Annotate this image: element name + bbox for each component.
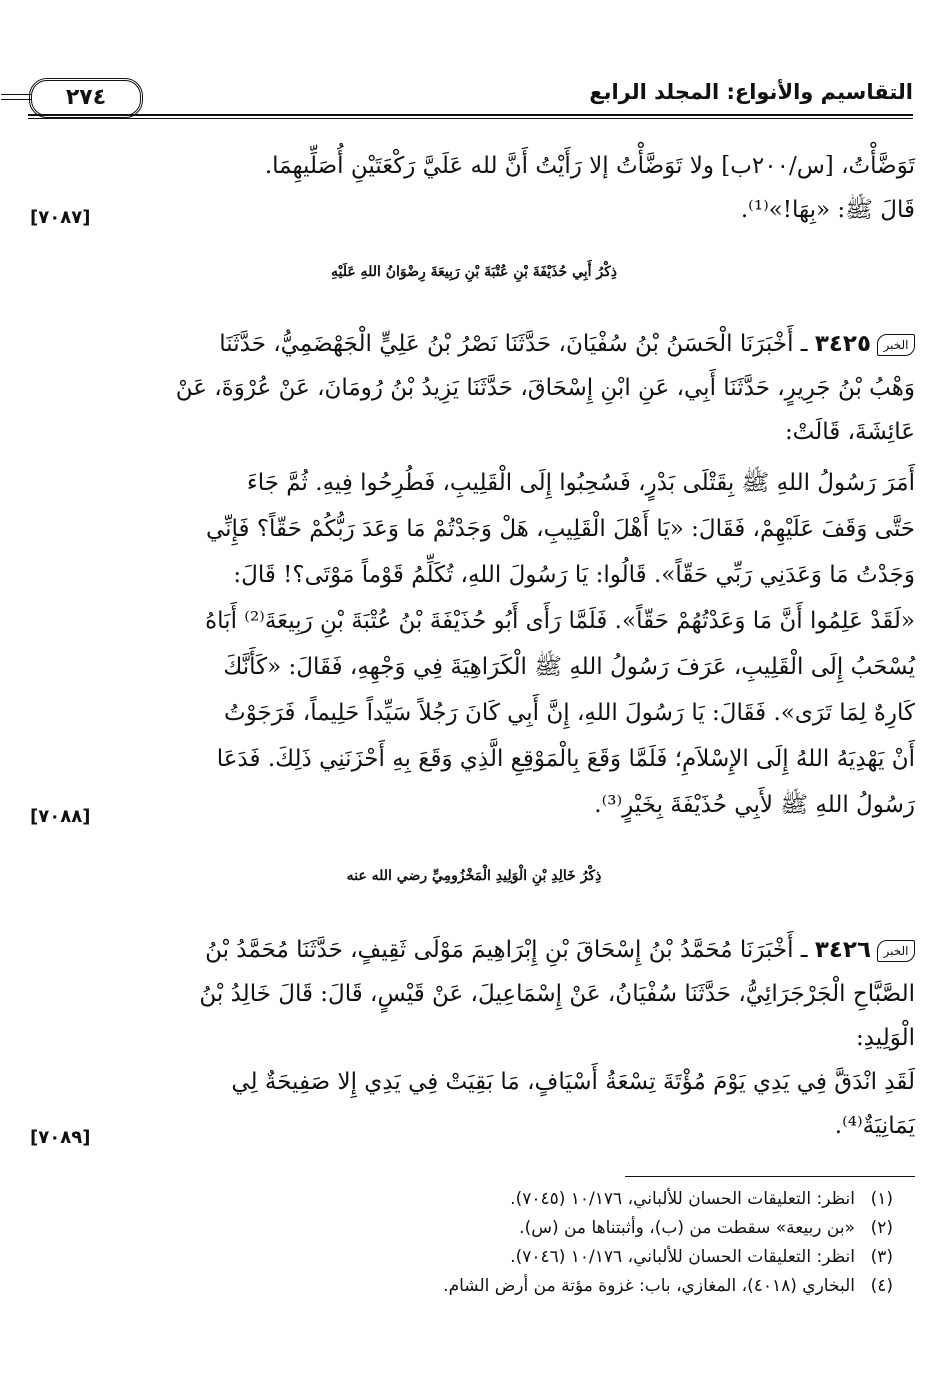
matn-line: حَتَّى وَقَفَ عَلَيْهِمْ، فَقَالَ: «يَا أَهْلَ الْقَلِيبِ، هَلْ وَجَدْتُمْ مَا وَعَدَ رَبُّكُمْ حَقّاً؟ فَإِنِّي	[205, 516, 915, 542]
matn-line: يُسْحَبُ إِلَى الْقَلِيبِ، عَرَفَ رَسُولُ اللهِ ﷺ الْكَرَاهِيَةَ فِي وَجْهِهِ، فَقَالَ: «كَأَنَّكَ	[223, 654, 915, 680]
section-heading: ذِكْرُ خَالِدِ بْنِ الْوَلِيدِ الْمَخْزُومِيِّ رضي الله عنه	[346, 868, 602, 884]
matn-line: أَنْ يَهْدِيَهُ اللهُ إِلَى الإِسْلاَمِ؛ فَلَمَّا وَقَعَ بِالْمَوْقِعِ الَّذِي وَقَعَ بِهِ أَحْزَنَنِي ذَلِكَ. فَدَعَا	[216, 746, 915, 772]
matn-line: يَمَانِيَةٌ⁽⁴⁾.	[834, 1113, 915, 1139]
footnotes	[73, 1185, 893, 1301]
footnote-text: انظر: التعليقات الحسان للألباني، ١٠/١٧٦ (٧٠٤٦).	[510, 1247, 855, 1267]
isnad-line	[30, 928, 915, 972]
hadith-number: ٣٤٢٦	[814, 937, 871, 963]
isnad-line: وَهْبُ بْنُ جَرِيرٍ، حَدَّثَنَا أَبِي، عَنِ ابْنِ إِسْحَاقَ، حَدَّثَنَا يَزِيدُ بْنُ رُومَانَ، عَنْ عُرْوَةَ، عَنْ	[175, 375, 915, 401]
hadith-matn	[30, 1060, 915, 1148]
isnad-text: ـ أَخْبَرَنَا الْحَسَنُ بْنُ سُفْيَانَ، حَدَّثَنَا نَصْرُ بْنُ عَلِيٍّ الْجَهْضَمِيُّ، حَدَّثَنَا	[219, 331, 808, 357]
isnad-line: الْوَلِيدِ:	[855, 1025, 915, 1051]
footnote-text: البخاري (٤٠١٨)، المغازي، باب: غزوة مؤتة من أرض الشام.	[443, 1276, 855, 1296]
matn-line: رَسُولُ اللهِ ﷺ لأَبِي حُذَيْفَةَ بِخَيْرٍ⁽³⁾.	[594, 792, 915, 818]
isnad-text: ـ أَخْبَرَنَا مُحَمَّدُ بْنُ إِسْحَاقَ بْنِ إِبْرَاهِيمَ مَوْلَى ثَقِيفٍ، حَدَّثَنَا مُحَمَّدُ بْنُ	[205, 937, 808, 963]
hadith-isnad	[30, 322, 915, 454]
footnote-text: «بن ربيعة» سقطت من (ب)، وأثبتناها من (س).	[519, 1218, 855, 1238]
hadith-reference: [٧٠٨٨]	[30, 806, 91, 827]
matn-line: أَمَرَ رَسُولُ اللهِ ﷺ بِقَتْلَى بَدْرٍ، فَسُحِبُوا إِلَى الْقَلِيبِ، فَطُرِحُوا فِيهِ. ثُمَّ جَاءَ	[246, 470, 915, 496]
khabar-badge-icon: الخبر	[877, 940, 915, 962]
header-rule	[28, 114, 913, 116]
footnote	[73, 1214, 893, 1243]
header-ornament	[1, 94, 31, 100]
footnote	[73, 1185, 893, 1214]
footnote-text: انظر: التعليقات الحسان للألباني، ١٠/١٧٦ (٧٠٤٥).	[510, 1189, 855, 1209]
section-heading: ذِكْرُ أَبِي حُذَيْفَةَ بْنِ عُتْبَةَ بْنِ رَبِيعَةَ رِضْوَانُ اللهِ عَلَيْهِ	[330, 264, 618, 280]
footnote-number: (٢)	[870, 1218, 893, 1238]
matn-line: لَقَدِ انْدَقَّ فِي يَدِي يَوْمَ مُؤْتَةَ تِسْعَةُ أَسْيَافٍ، مَا بَقِيَتْ فِي يَدِي إِلا صَفِيحَةٌ لِي	[231, 1069, 915, 1095]
footnote-number: (١)	[870, 1189, 893, 1209]
text-line: تَوَضَّأْتُ، [س/٢٠٠ب] ولا تَوَضَّأْتُ إلا رَأَيْتُ أَنَّ لله عَلَيَّ رَكْعَتَيْنِ أُصَلِّيهِمَا.	[264, 153, 915, 179]
hadith-isnad	[30, 928, 915, 1060]
text-line: قَالَ ﷺ: «بِهَا!»⁽¹⁾.	[740, 197, 915, 223]
isnad-line: عَائِشَةَ، قَالَتْ:	[784, 419, 915, 445]
isnad-line	[30, 322, 915, 366]
running-title: التقاسيم والأنواع: المجلد الرابع	[589, 80, 913, 104]
page-header	[28, 78, 913, 120]
footnote	[73, 1243, 893, 1272]
footnote	[73, 1272, 893, 1301]
hadith-number: ٣٤٢٥	[814, 331, 871, 357]
matn-line: وَجَدْتُ مَا وَعَدَنِي رَبِّي حَقّاً». قَالُوا: يَا رَسُولَ اللهِ، تُكَلِّمُ قَوْماً مَوْتَى؟! قَالَ:	[233, 562, 915, 588]
hadith-matn	[30, 460, 915, 828]
header-rule-thin	[28, 118, 913, 119]
footnote-number: (٤)	[870, 1276, 893, 1296]
footnote-separator	[625, 1176, 915, 1177]
footnote-number: (٣)	[870, 1247, 893, 1267]
hadith-reference: [٧٠٨٩]	[30, 1127, 91, 1148]
matn-line: كَارِهٌ لِمَا تَرَى». فَقَالَ: يَا رَسُولَ اللهِ، إِنَّ أَبِي كَانَ رَجُلاً سَيِّداً حَلِيماً، فَرَجَوْتُ	[224, 700, 915, 726]
matn-line: «لَقَدْ عَلِمُوا أَنَّ مَا وَعَدْتُهُمْ حَقّاً». فَلَمَّا رَأَى أَبُو حُذَيْفَةَ بْنُ عُتْبَةَ بْنِ رَبِيعَةَ⁽²⁾ أَبَاهُ	[205, 608, 915, 634]
hadith-reference: [٧٠٨٧]	[30, 207, 91, 228]
isnad-line: الصَّبَّاحِ الْجَرْجَرَائِيُّ، حَدَّثَنَا سُفْيَانُ، عَنْ إِسْمَاعِيلَ، عَنْ قَيْسٍ، قَالَ: قَالَ خَالِدُ بْنُ	[199, 981, 915, 1007]
section-continuation	[30, 144, 915, 234]
khabar-badge-icon: الخبر	[877, 334, 915, 356]
page-number: ٢٧٤	[29, 78, 143, 118]
